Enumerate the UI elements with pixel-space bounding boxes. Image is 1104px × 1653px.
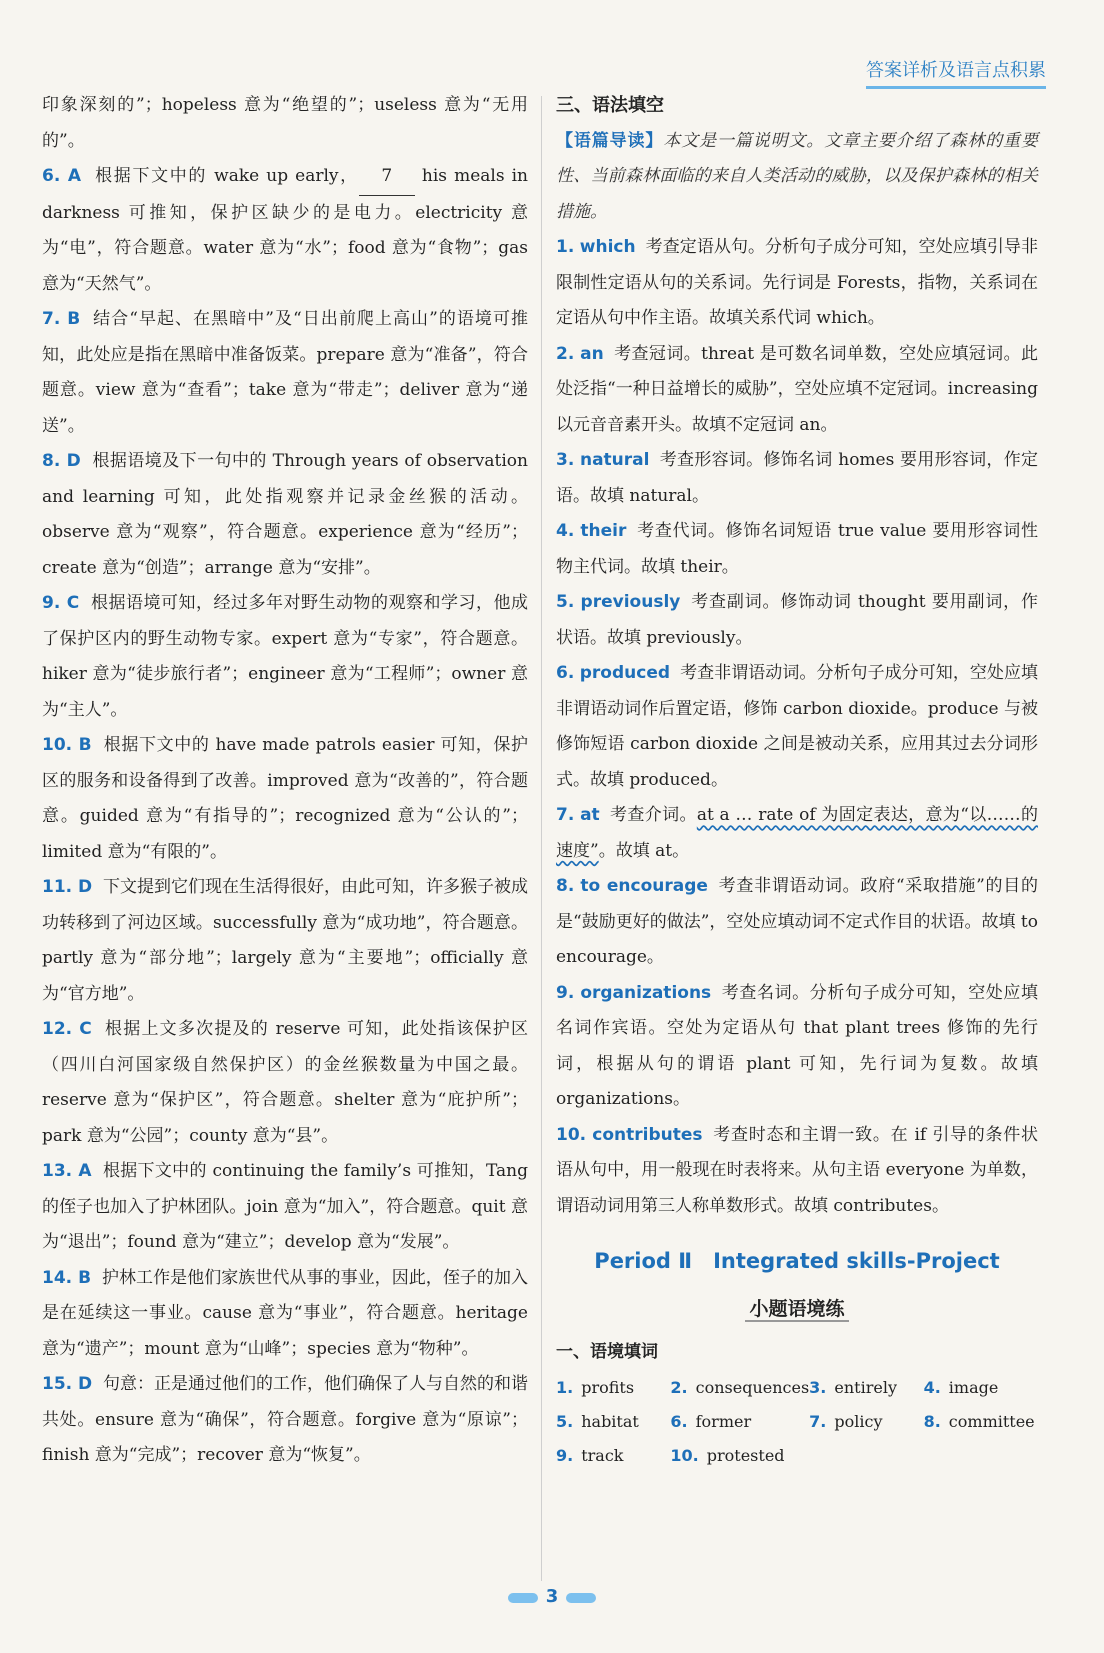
grammar-item-4 — [556, 514, 1038, 585]
word-answer — [670, 1405, 809, 1439]
word: policy — [834, 1411, 883, 1431]
word: image — [948, 1377, 999, 1397]
page-footer — [0, 1586, 1104, 1607]
word-answer — [924, 1405, 1038, 1439]
answer-text: 根据语境及下一句中的 Through years of observation and learning 可知，此处指观察并记录金丝猴的活动。observe 意为“观察”，符合题意。experience 意为“经历”；create 意为“创造”；arrange 意为“安排”。 — [42, 451, 528, 578]
practice-heading — [556, 1292, 1038, 1328]
word: former — [695, 1411, 752, 1431]
answer-word: produced — [579, 663, 671, 683]
answer-number: 7. B — [42, 309, 81, 329]
explanation: 考查冠词。threat 是可数名词单数，空处应填冠词。此处泛指“一种日益增长的威胁”，空处应填不定冠词。increasing 以元音音素开头。故填不定冠词 an。 — [556, 343, 1038, 435]
word-number: 10. — [670, 1445, 699, 1465]
answer-text: 根据语境可知，经过多年对野生动物的观察和学习，他成了保护区内的野生动物专家。expert 意为“专家”，符合题意。hiker 意为“徒步旅行者”；engineer 意为“工程师”；owner 意为“主人”。 — [42, 593, 528, 720]
word-answer — [670, 1439, 809, 1473]
word: habitat — [581, 1411, 639, 1431]
word-number: 6. — [670, 1411, 688, 1431]
guide-tag: 【语篇导读】 — [556, 130, 664, 151]
answer-number: 14. B — [42, 1267, 92, 1288]
answer-number: 10. B — [42, 735, 92, 755]
fill-words-title: 一、语境填词 — [556, 1342, 658, 1362]
word-answer — [556, 1439, 670, 1473]
right-column — [556, 88, 1038, 1473]
explanation: 考查定语从句。分析句子成分可知，空处应填引导非限制性定语从句的关系词。先行词是 Forests，指物，关系词在定语从句中作主语。故填关系代词 which。 — [556, 237, 1039, 328]
item-number: 4. — [556, 521, 575, 541]
answer-word: their — [580, 521, 627, 541]
explanation: 考查介词。 — [609, 805, 697, 825]
answer-item-13 — [42, 1154, 528, 1261]
word-answer — [809, 1405, 923, 1439]
word-number: 5. — [556, 1411, 574, 1431]
word: consequences — [695, 1377, 810, 1397]
answer-text: 根据上文多次提及的 reserve 可知，此处指该保护区（四川白河国家级自然保护区）的金丝猴数量为中国之最。reserve 意为“保护区”，符合题意。shelter 意为“庇护所”；park 意为“公园”；county 意为“县”。 — [42, 1019, 528, 1146]
item-number: 5. — [556, 592, 575, 612]
grammar-item-2 — [556, 337, 1038, 444]
item-number: 10. — [556, 1124, 587, 1145]
answer-item-11 — [42, 870, 528, 1012]
answer-number: 6. A — [42, 166, 82, 186]
explanation: 考查名词。分析句子成分可知，空处应填名词作宾语。空处为定语从句 that plant trees 修饰的先行词，根据从句的谓语 plant 可知，先行词为复数。故填 organizations。 — [556, 982, 1039, 1109]
word: profits — [581, 1377, 635, 1397]
answer-text: 根据下文中的 continuing the family’s 可推知，Tang 的侄子也加入了护林团队。join 意为“加入”，符合题意。quit 意为“退出”；found 意为“建立”；develop 意为“发展”。 — [42, 1161, 528, 1252]
answer-number: 11. D — [42, 877, 93, 897]
word: committee — [948, 1411, 1035, 1431]
practice-title: 小题语境练 — [745, 1298, 848, 1322]
item-number: 2. — [556, 343, 575, 364]
answer-word: to encourage — [580, 876, 708, 896]
word: protested — [706, 1445, 785, 1465]
left-column — [42, 88, 528, 1474]
answer-word: previously — [580, 592, 681, 612]
explanation: 考查时态和主谓一致。在 if 引导的条件状语从句中，用一般现在时表将来。从句主语 everyone 为单数，谓语动词用第三人称单数形式。故填 contributes。 — [556, 1124, 1038, 1216]
word: track — [581, 1445, 624, 1465]
answer-item-9 — [42, 586, 528, 728]
word-answer — [556, 1405, 670, 1439]
item-number: 6. — [556, 663, 575, 683]
answer-number: 12. C — [42, 1019, 92, 1039]
answer-number: 13. A — [42, 1161, 92, 1181]
word-answers — [556, 1371, 1038, 1473]
word-number: 9. — [556, 1445, 574, 1465]
word-number: 2. — [670, 1377, 688, 1397]
grammar-item-8 — [556, 869, 1038, 976]
answer-word: natural — [579, 450, 650, 470]
answer-item-12 — [42, 1012, 528, 1154]
answer-text: 下文提到它们现在生活得很好，由此可知，许多猴子被成功转移到了河边区域。successfully 意为“成功地”，符合题意。partly 意为“部分地”；largely 意为“主要地”；officially 意为“官方地”。 — [42, 877, 528, 1004]
explanation: 考查形容词。修饰名词 homes 要用形容词，作定语。故填 natural。 — [556, 450, 1038, 506]
answer-text: 根据下文中的 wake up early， — [95, 166, 359, 186]
grammar-item-6 — [556, 656, 1038, 798]
word-number: 8. — [923, 1411, 941, 1431]
explanation-end: 。故填 at。 — [598, 840, 690, 861]
grammar-item-1 — [556, 230, 1038, 337]
explanation: 考查非谓语动词。政府“采取措施”的目的是“鼓励更好的做法”，空处应填动词不定式作目的状语。故填 to encourage。 — [556, 876, 1038, 967]
answer-number: 8. D — [42, 451, 81, 471]
period-title: Period Ⅱ Integrated skills-Project — [594, 1249, 1000, 1273]
word-number: 1. — [556, 1377, 574, 1397]
decor-pill-left — [508, 1593, 538, 1603]
word-answer — [556, 1371, 670, 1405]
word-answer — [809, 1371, 923, 1405]
answer-text: 护林工作是他们家族世代从事的事业，因此，侄子的加入是在延续这一事业。cause 意为“事业”，符合题意。heritage 意为“遗产”；mount 意为“山峰”；species 意为“物种”。 — [42, 1267, 529, 1359]
item-number: 9. — [556, 982, 575, 1003]
word-answer — [670, 1371, 809, 1405]
answer-item-8 — [42, 444, 528, 586]
grammar-item-10 — [556, 1118, 1038, 1225]
answer-number: 15. D — [42, 1374, 93, 1394]
word-number: 7. — [809, 1411, 827, 1431]
section-title: 三、语法填空 — [556, 95, 664, 116]
answer-word: which — [579, 237, 636, 257]
answer-item-7 — [42, 302, 528, 444]
item-number: 1. — [556, 237, 575, 257]
running-header: 答案详析及语言点积累 — [866, 56, 1046, 89]
word: entirely — [834, 1377, 897, 1397]
word-answer — [924, 1371, 1038, 1405]
answer-text: 句意：正是通过他们的工作，他们确保了人与自然的和谐共处。ensure 意为“确保”，符合题意。forgive 意为“原谅”；finish 意为“完成”；recover 意为“恢复”。 — [42, 1374, 528, 1465]
item-number: 7. — [556, 805, 575, 825]
word-number: 4. — [923, 1377, 941, 1397]
key-phrase: at a … rate of 为固定表达，意为“以……的速度” — [556, 805, 1039, 861]
explanation: 考查副词。修饰动词 thought 要用副词，作状语。故填 previously。 — [556, 592, 1039, 648]
grammar-item-7 — [556, 798, 1038, 869]
answer-item-15 — [42, 1367, 528, 1474]
continued-text: 印象深刻的”；hopeless 意为“绝望的”；useless 意为“无用的”。 — [42, 95, 528, 151]
answer-number: 9. C — [42, 593, 80, 613]
blank-box: 7 — [359, 159, 415, 196]
decor-pill-right — [566, 1593, 596, 1603]
answer-item-6 — [42, 159, 528, 302]
word-number: 3. — [809, 1377, 827, 1397]
grammar-item-5 — [556, 585, 1038, 656]
answer-item-10 — [42, 728, 528, 870]
answer-word: an — [580, 343, 604, 364]
explanation: 考查非谓语动词。分析句子成分可知，空处应填非谓语动词作后置定语，修饰 carbon dioxide。produce 与被修饰短语 carbon dioxide 之间是被动关系，应用其过去分词形式。故填 produced。 — [556, 663, 1038, 790]
guide-text: 本文是一篇说明文。文章主要介绍了森林的重要性、当前森林面临的来自人类活动的威胁，以及保护森林的相关措施。 — [556, 130, 1039, 222]
item-number: 3. — [556, 450, 575, 470]
answer-text: 结合“早起、在黑暗中”及“日出前爬上高山”的语境可推知，此处应是指在黑暗中准备饭菜。prepare 意为“准备”，符合题意。view 意为“查看”；take 意为“带走”；deliver 意为“递送”。 — [42, 309, 529, 436]
answer-text: his meals in darkness 可推知，保护区缺少的是电力。electricity 意为“电”，符合题意。water 意为“水”；food 意为“食物”；gas 意为“天然气”。 — [42, 166, 528, 294]
item-number: 8. — [556, 876, 575, 896]
column-divider — [541, 96, 542, 1581]
answer-word: contributes — [592, 1124, 703, 1145]
answer-item-14 — [42, 1261, 528, 1368]
page-number: 3 — [545, 1586, 559, 1607]
grammar-item-3 — [556, 443, 1038, 514]
explanation: 考查代词。修饰名词短语 true value 要用形容词性物主代词。故填 their。 — [556, 521, 1038, 577]
passage-guide — [556, 124, 1038, 231]
answer-word: at — [580, 805, 600, 825]
answer-text: 根据下文中的 have made patrols easier 可知，保护区的服务和设备得到了改善。improved 意为“改善的”，符合题意。guided 意为“有指导的”；recognized 意为“公认的”；limited 意为“有限的”。 — [42, 735, 528, 862]
answer-word: organizations — [580, 982, 712, 1003]
grammar-item-9 — [556, 976, 1038, 1118]
